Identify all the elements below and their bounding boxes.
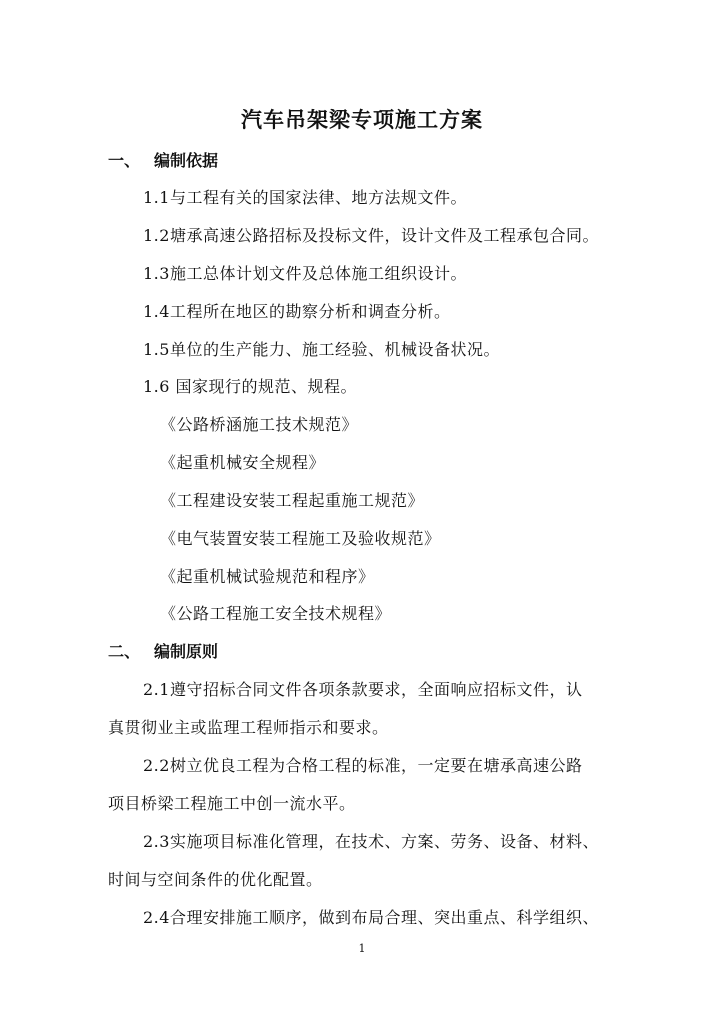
- list-item: 1.1与工程有关的国家法律、地方法规文件。: [143, 188, 467, 207]
- section-title: 编制依据: [154, 151, 219, 170]
- section-heading-1: [108, 148, 218, 171]
- list-item: 1.4工程所在地区的勘察分析和调查分析。: [143, 302, 451, 321]
- page-number: 1: [358, 942, 366, 955]
- reference-item: 《起重机械安全规程》: [160, 453, 326, 472]
- paragraph-first-line: 2.2树立优良工程为合格工程的标准，一定要在塘承高速公路: [143, 756, 583, 775]
- reference-item: 《起重机械试验规范和程序》: [160, 567, 375, 586]
- reference-item: 《工程建设安装工程起重施工规范》: [160, 491, 425, 510]
- document-title: 汽车吊架梁专项施工方案: [241, 108, 483, 132]
- paragraph-continuation: 项目桥梁工程施工中创一流水平。: [108, 794, 356, 813]
- list-item: 1.3施工总体计划文件及总体施工组织设计。: [143, 264, 467, 283]
- section-title: 编制原则: [154, 642, 219, 661]
- reference-item: 《公路桥涵施工技术规范》: [160, 415, 359, 434]
- paragraph-continuation: 时间与空间条件的优化配置。: [108, 870, 323, 889]
- paragraph-first-line: 2.4合理安排施工顺序，做到布局合理、突出重点、科学组织、: [143, 908, 599, 927]
- list-item: 1.2塘承高速公路招标及投标文件，设计文件及工程承包合同。: [143, 226, 599, 245]
- list-item: 1.6 国家现行的规范、规程。: [143, 377, 358, 396]
- paragraph-continuation: 真贯彻业主或监理工程师指示和要求。: [108, 718, 389, 737]
- reference-item: 《电气装置安装工程施工及验收规范》: [160, 529, 441, 548]
- section-heading-2: [108, 639, 218, 662]
- reference-item: 《公路工程施工安全技术规程》: [160, 604, 392, 623]
- paragraph-first-line: 2.1遵守招标合同文件各项条款要求，全面响应招标文件，认: [143, 680, 583, 699]
- section-number: 一、: [108, 151, 141, 170]
- paragraph-first-line: 2.3实施项目标准化管理，在技术、方案、劳务、设备、材料、: [143, 832, 599, 851]
- section-number: 二、: [108, 642, 141, 661]
- list-item: 1.5单位的生产能力、施工经验、机械设备状况。: [143, 340, 500, 359]
